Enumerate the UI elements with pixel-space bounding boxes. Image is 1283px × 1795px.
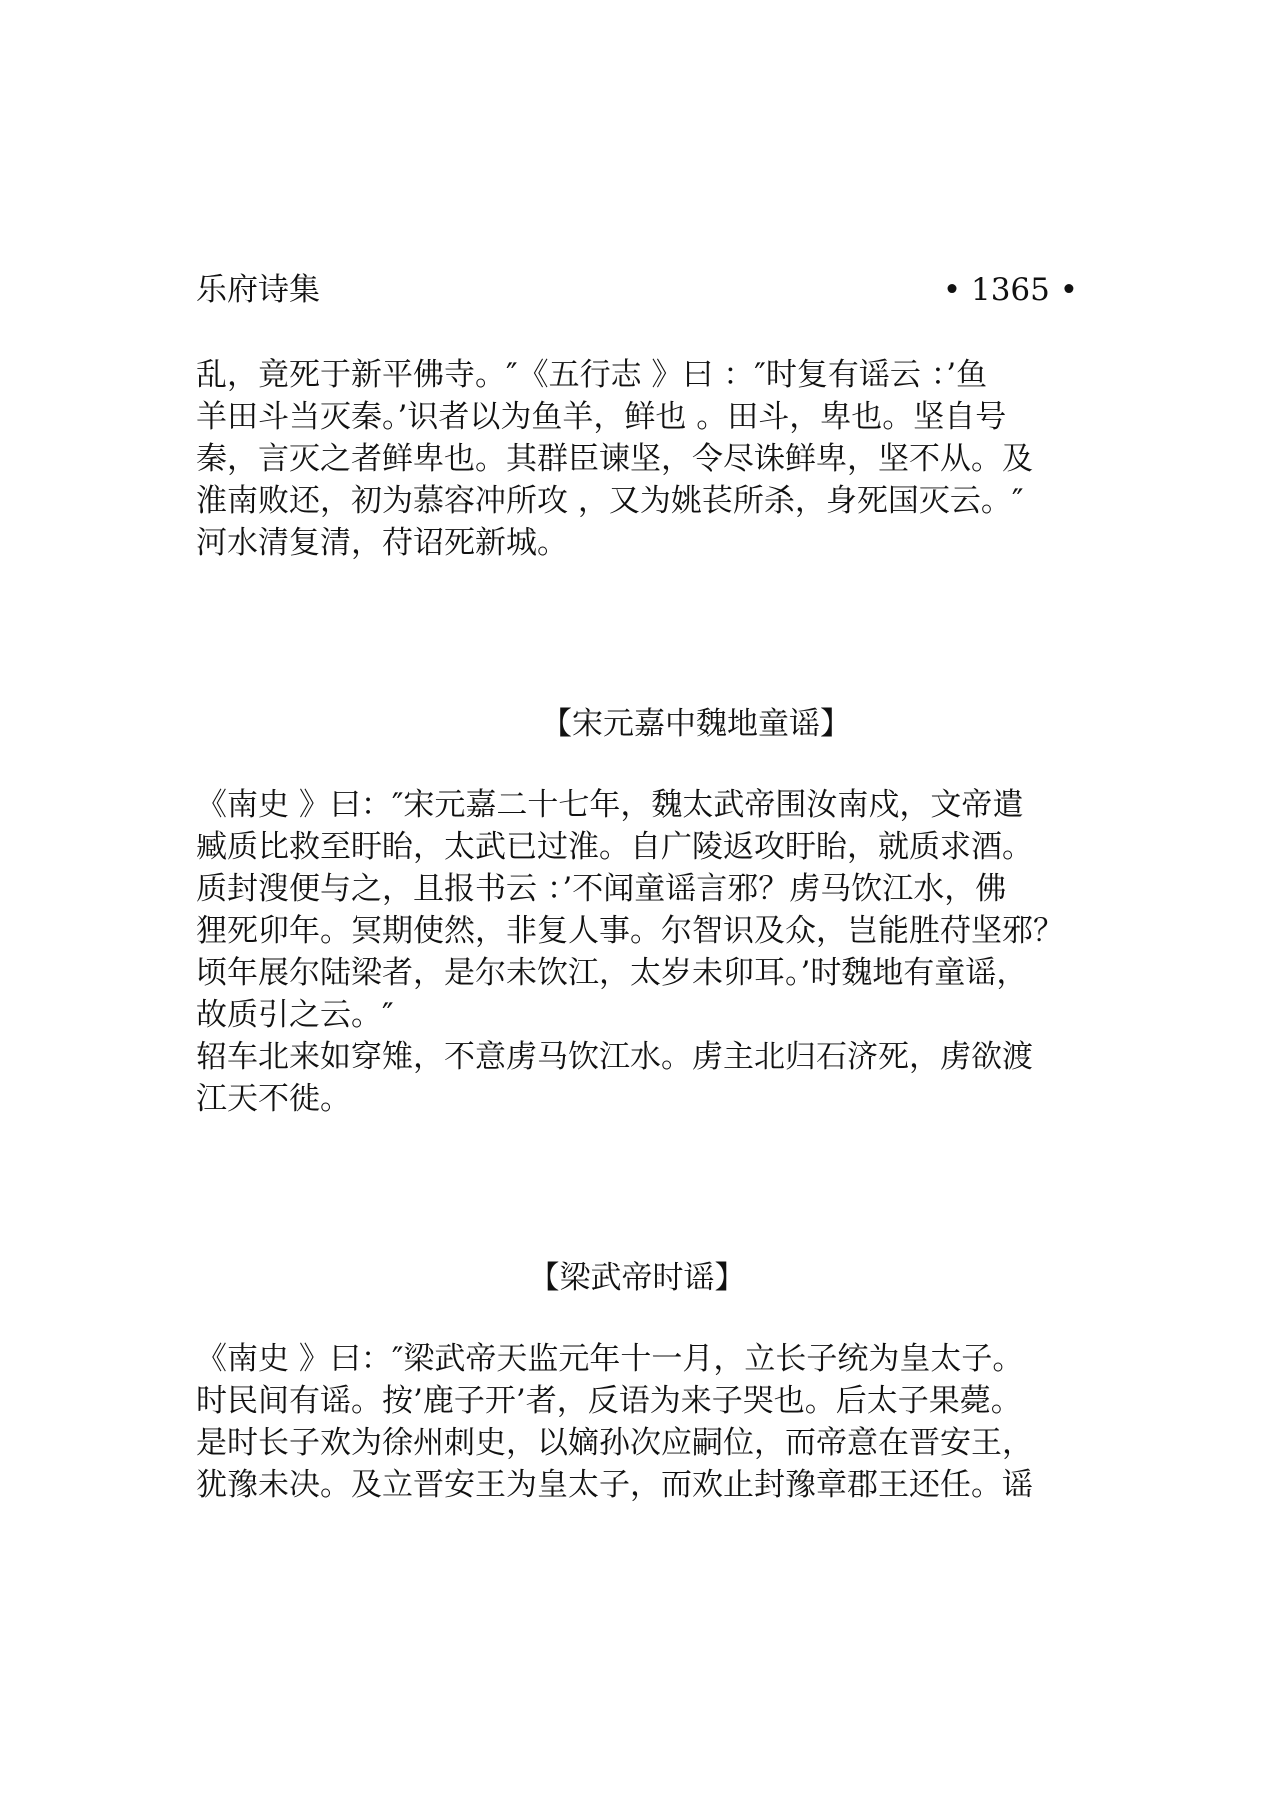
text-line: 江天不徙。 xyxy=(196,1081,351,1117)
text-line: 狸死卯年。冥期使然，非复人事。尔智识及众，岂能胜苻坚邪？ xyxy=(196,913,1064,949)
continuation-paragraph xyxy=(196,354,1078,564)
section-body xyxy=(196,784,1078,1120)
text-line: 《南史 》曰：″梁武帝天监元年十一月，立长子统为皇太子。 xyxy=(196,1341,1024,1377)
book-title: 乐府诗集 xyxy=(196,272,320,308)
section-heading: 【宋元嘉中魏地童谣】 xyxy=(541,706,851,742)
section-heading: 【梁武帝时谣】 xyxy=(528,1260,746,1296)
running-header xyxy=(196,268,1078,312)
text-line: 犹豫未决。及立晋安王为皇太子，而欢止封豫章郡王还任。谣 xyxy=(196,1467,1033,1503)
text-line: 是时长子欢为徐州刺史，以嫡孙次应嗣位，而帝意在晋安王， xyxy=(196,1425,1033,1461)
text-line: 羊田斗当灭秦。’识者以为鱼羊，鲜也 。田斗，卑也。坚自号 xyxy=(196,399,1007,435)
text-line: 顷年展尔陆梁者，是尔未饮江，太岁未卯耳。’时魏地有童谣， xyxy=(196,955,1028,991)
text-line: 乱，竟死于新平佛寺。″《五行志 》曰 ：″时复有谣云 ：’鱼 xyxy=(196,357,988,393)
text-line: 淮南败还，初为慕容冲所攻 ，又为姚苌所杀，身死国灭云。″ xyxy=(196,483,1024,519)
text-line: 故质引之云。″ xyxy=(196,997,394,1033)
text-line: 河水清复清，苻诏死新城。 xyxy=(196,525,568,561)
text-line: 轺车北来如穿雉，不意虏马饮江水。虏主北归石济死，虏欲渡 xyxy=(196,1039,1033,1075)
text-line: 时民间有谣。按’鹿子开’者，反语为来子哭也。后太子果薨。 xyxy=(196,1383,1022,1419)
text-line: 《南史 》曰：″宋元嘉二十七年，魏太武帝围汝南戍，文帝遣 xyxy=(196,787,1024,823)
section-body xyxy=(196,1338,1078,1506)
text-line: 秦，言灭之者鲜卑也。其群臣谏坚，令尽诛鲜卑，坚不从。及 xyxy=(196,441,1033,477)
text-line: 质封溲便与之，且报书云 ：’不闻童谣言邪？虏马饮江水，佛 xyxy=(196,871,1007,907)
text-line: 臧质比救至盱眙，太武已过淮。自广陵返攻盱眙，就质求酒。 xyxy=(196,829,1033,865)
page-number: • 1365 • xyxy=(942,272,1078,308)
